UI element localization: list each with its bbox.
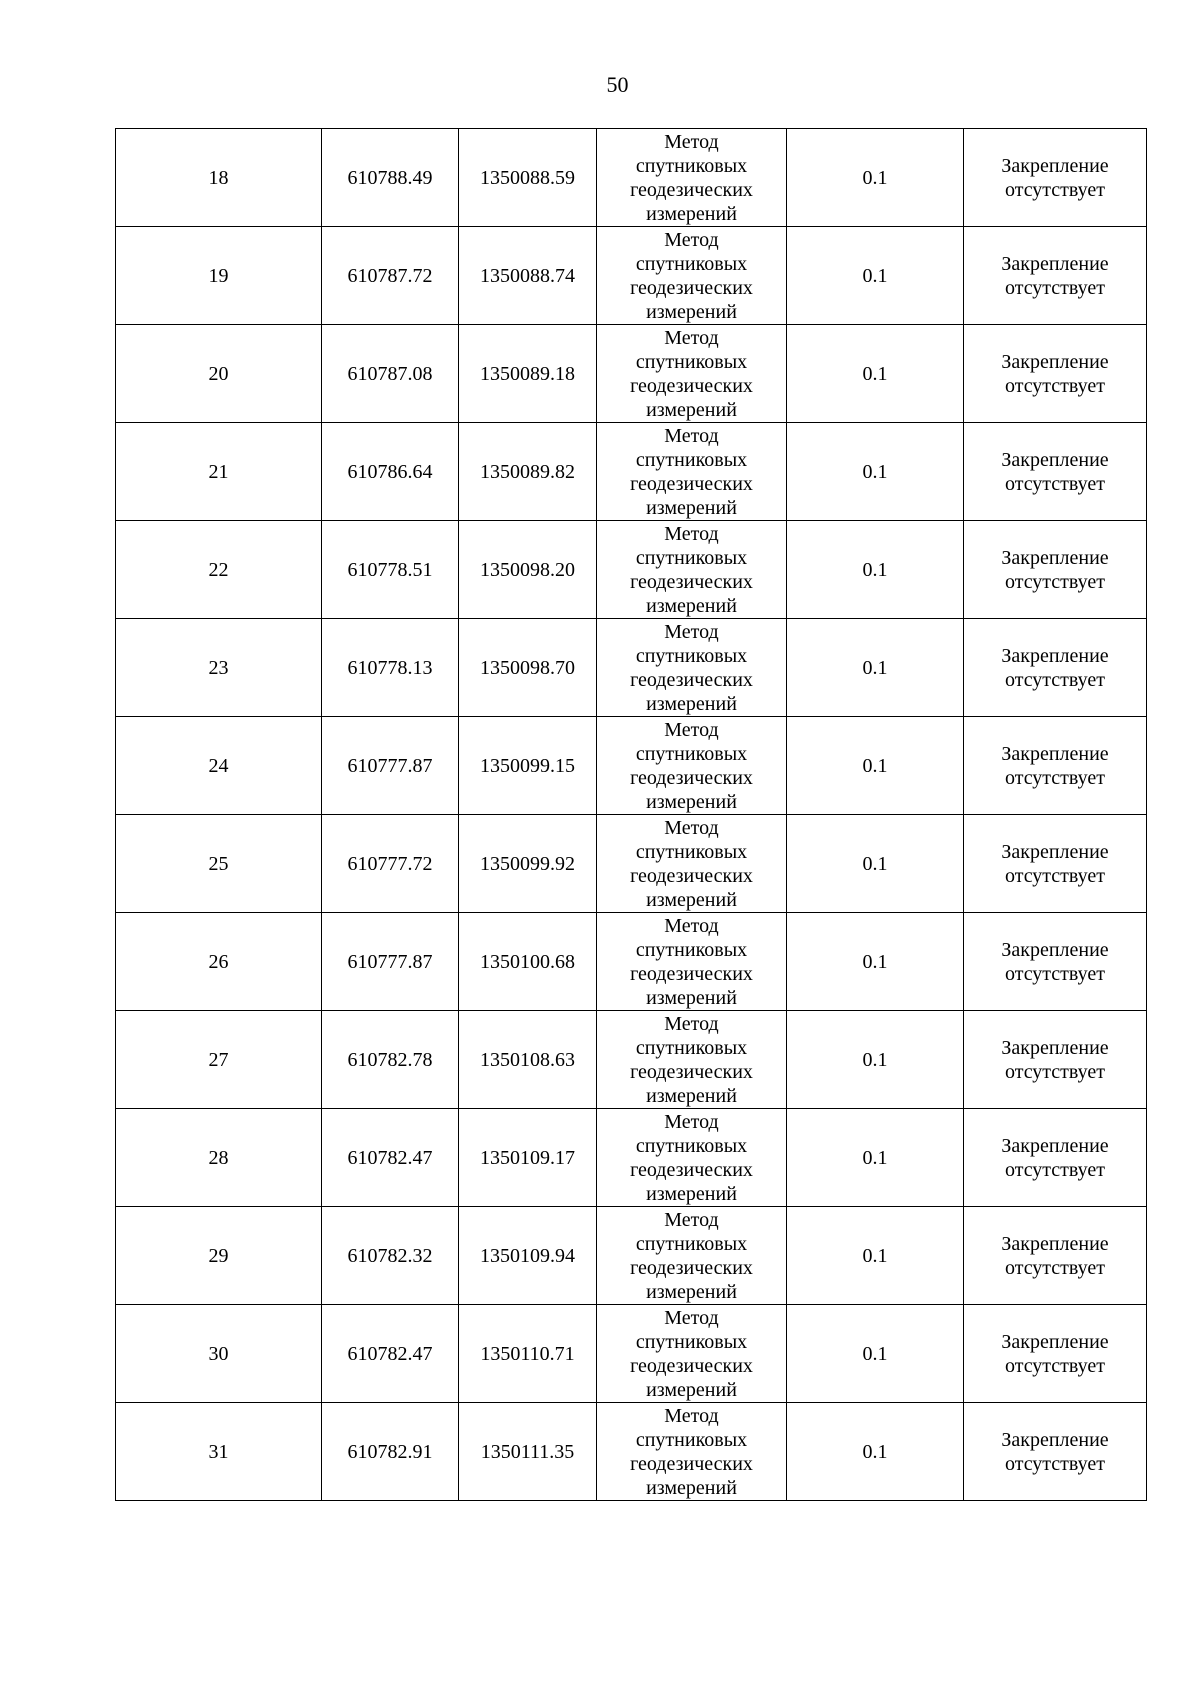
coordinates-table: [115, 128, 1147, 1501]
table-row: [116, 815, 1147, 913]
method-line: измерений: [646, 202, 737, 225]
y-coordinate-cell: 1350100.68: [459, 913, 597, 1011]
fixation-cell: [964, 325, 1147, 423]
fixation-cell: [964, 913, 1147, 1011]
precision-cell: 0.1: [787, 1207, 964, 1305]
fixation-line: отсутствует: [1004, 374, 1106, 397]
table-row: [116, 129, 1147, 227]
y-coordinate-cell: 1350099.15: [459, 717, 597, 815]
method-cell: [597, 619, 787, 717]
y-coordinate-cell: 1350089.82: [459, 423, 597, 521]
precision-cell: 0.1: [787, 717, 964, 815]
method-cell: [597, 913, 787, 1011]
x-coordinate-cell: 610777.87: [322, 717, 459, 815]
precision-cell: 0.1: [787, 129, 964, 227]
method-line: измерений: [646, 1280, 737, 1303]
method-line: спутниковых: [635, 154, 748, 177]
y-coordinate-cell: 1350098.20: [459, 521, 597, 619]
method-line: спутниковых: [635, 1330, 748, 1353]
method-line: спутниковых: [635, 1036, 748, 1059]
fixation-cell: [964, 619, 1147, 717]
method-line: спутниковых: [635, 252, 748, 275]
table-row: [116, 1305, 1147, 1403]
fixation-line: Закрепление: [1001, 1330, 1109, 1353]
fixation-line: отсутствует: [1004, 864, 1106, 887]
fixation-line: Закрепление: [1001, 252, 1109, 275]
method-cell: [597, 1109, 787, 1207]
method-line: Метод: [664, 620, 719, 643]
x-coordinate-cell: 610778.51: [322, 521, 459, 619]
method-line: геодезических: [630, 864, 753, 887]
method-cell: [597, 325, 787, 423]
fixation-cell: [964, 423, 1147, 521]
table-row: [116, 913, 1147, 1011]
method-line: спутниковых: [635, 1134, 748, 1157]
point-number-cell: 20: [116, 325, 322, 423]
method-line: геодезических: [630, 962, 753, 985]
y-coordinate-cell: 1350111.35: [459, 1403, 597, 1501]
fixation-line: отсутствует: [1004, 1060, 1106, 1083]
point-number-cell: 25: [116, 815, 322, 913]
method-line: геодезических: [630, 178, 753, 201]
table-row: [116, 1403, 1147, 1501]
method-line: геодезических: [630, 374, 753, 397]
table-row: [116, 227, 1147, 325]
precision-cell: 0.1: [787, 619, 964, 717]
precision-cell: 0.1: [787, 1109, 964, 1207]
y-coordinate-cell: 1350110.71: [459, 1305, 597, 1403]
fixation-line: Закрепление: [1001, 840, 1109, 863]
method-line: Метод: [664, 816, 719, 839]
fixation-cell: [964, 129, 1147, 227]
y-coordinate-cell: 1350088.74: [459, 227, 597, 325]
method-line: Метод: [664, 1110, 719, 1133]
method-line: спутниковых: [635, 546, 748, 569]
method-cell: [597, 1011, 787, 1109]
fixation-cell: [964, 717, 1147, 815]
method-cell: [597, 717, 787, 815]
method-line: измерений: [646, 594, 737, 617]
y-coordinate-cell: 1350108.63: [459, 1011, 597, 1109]
x-coordinate-cell: 610777.87: [322, 913, 459, 1011]
fixation-cell: [964, 1011, 1147, 1109]
point-number-cell: 22: [116, 521, 322, 619]
table-row: [116, 1207, 1147, 1305]
fixation-cell: [964, 1109, 1147, 1207]
method-line: спутниковых: [635, 448, 748, 471]
method-line: Метод: [664, 1208, 719, 1231]
table-row: [116, 1011, 1147, 1109]
precision-cell: 0.1: [787, 227, 964, 325]
method-line: геодезических: [630, 1354, 753, 1377]
precision-cell: 0.1: [787, 1403, 964, 1501]
point-number-cell: 24: [116, 717, 322, 815]
fixation-line: отсутствует: [1004, 1354, 1106, 1377]
x-coordinate-cell: 610782.47: [322, 1109, 459, 1207]
method-cell: [597, 1403, 787, 1501]
fixation-line: отсутствует: [1004, 962, 1106, 985]
fixation-line: отсутствует: [1004, 766, 1106, 789]
method-cell: [597, 815, 787, 913]
method-line: Метод: [664, 130, 719, 153]
fixation-line: Закрепление: [1001, 546, 1109, 569]
method-line: геодезических: [630, 1256, 753, 1279]
fixation-cell: [964, 521, 1147, 619]
point-number-cell: 23: [116, 619, 322, 717]
method-line: Метод: [664, 326, 719, 349]
method-line: геодезических: [630, 1452, 753, 1475]
precision-cell: 0.1: [787, 521, 964, 619]
fixation-line: Закрепление: [1001, 1232, 1109, 1255]
fixation-line: отсутствует: [1004, 1158, 1106, 1181]
x-coordinate-cell: 610787.72: [322, 227, 459, 325]
x-coordinate-cell: 610787.08: [322, 325, 459, 423]
x-coordinate-cell: 610782.32: [322, 1207, 459, 1305]
method-cell: [597, 521, 787, 619]
method-line: спутниковых: [635, 1428, 748, 1451]
y-coordinate-cell: 1350088.59: [459, 129, 597, 227]
method-line: геодезических: [630, 472, 753, 495]
fixation-cell: [964, 815, 1147, 913]
fixation-line: отсутствует: [1004, 1256, 1106, 1279]
fixation-cell: [964, 1403, 1147, 1501]
method-line: геодезических: [630, 1158, 753, 1181]
fixation-line: Закрепление: [1001, 154, 1109, 177]
point-number-cell: 26: [116, 913, 322, 1011]
fixation-line: Закрепление: [1001, 1428, 1109, 1451]
table-row: [116, 1109, 1147, 1207]
method-line: геодезических: [630, 276, 753, 299]
y-coordinate-cell: 1350099.92: [459, 815, 597, 913]
point-number-cell: 30: [116, 1305, 322, 1403]
y-coordinate-cell: 1350109.17: [459, 1109, 597, 1207]
fixation-line: Закрепление: [1001, 448, 1109, 471]
method-line: Метод: [664, 1404, 719, 1427]
method-line: измерений: [646, 300, 737, 323]
method-cell: [597, 1305, 787, 1403]
method-line: спутниковых: [635, 938, 748, 961]
table-row: [116, 423, 1147, 521]
method-line: геодезических: [630, 766, 753, 789]
precision-cell: 0.1: [787, 423, 964, 521]
method-line: измерений: [646, 986, 737, 1009]
x-coordinate-cell: 610782.91: [322, 1403, 459, 1501]
point-number-cell: 18: [116, 129, 322, 227]
table-row: [116, 619, 1147, 717]
method-line: измерений: [646, 1182, 737, 1205]
precision-cell: 0.1: [787, 815, 964, 913]
method-line: Метод: [664, 522, 719, 545]
x-coordinate-cell: 610782.47: [322, 1305, 459, 1403]
fixation-line: Закрепление: [1001, 1134, 1109, 1157]
table-row: [116, 717, 1147, 815]
method-line: Метод: [664, 228, 719, 251]
method-cell: [597, 129, 787, 227]
method-line: спутниковых: [635, 840, 748, 863]
method-line: спутниковых: [635, 350, 748, 373]
fixation-line: Закрепление: [1001, 350, 1109, 373]
fixation-line: отсутствует: [1004, 472, 1106, 495]
method-line: измерений: [646, 1378, 737, 1401]
point-number-cell: 31: [116, 1403, 322, 1501]
method-line: геодезических: [630, 570, 753, 593]
method-line: геодезических: [630, 1060, 753, 1083]
y-coordinate-cell: 1350098.70: [459, 619, 597, 717]
point-number-cell: 19: [116, 227, 322, 325]
method-cell: [597, 1207, 787, 1305]
x-coordinate-cell: 610782.78: [322, 1011, 459, 1109]
method-line: измерений: [646, 1476, 737, 1499]
fixation-cell: [964, 1305, 1147, 1403]
precision-cell: 0.1: [787, 913, 964, 1011]
method-line: спутниковых: [635, 742, 748, 765]
point-number-cell: 21: [116, 423, 322, 521]
fixation-line: отсутствует: [1004, 178, 1106, 201]
precision-cell: 0.1: [787, 325, 964, 423]
x-coordinate-cell: 610786.64: [322, 423, 459, 521]
method-cell: [597, 423, 787, 521]
method-cell: [597, 227, 787, 325]
method-line: измерений: [646, 398, 737, 421]
fixation-cell: [964, 1207, 1147, 1305]
table-row: [116, 521, 1147, 619]
method-line: Метод: [664, 1306, 719, 1329]
method-line: Метод: [664, 718, 719, 741]
method-line: спутниковых: [635, 1232, 748, 1255]
y-coordinate-cell: 1350089.18: [459, 325, 597, 423]
method-line: измерений: [646, 790, 737, 813]
method-line: измерений: [646, 888, 737, 911]
x-coordinate-cell: 610778.13: [322, 619, 459, 717]
method-line: спутниковых: [635, 644, 748, 667]
x-coordinate-cell: 610777.72: [322, 815, 459, 913]
fixation-cell: [964, 227, 1147, 325]
y-coordinate-cell: 1350109.94: [459, 1207, 597, 1305]
method-line: измерений: [646, 692, 737, 715]
method-line: измерений: [646, 496, 737, 519]
precision-cell: 0.1: [787, 1011, 964, 1109]
method-line: геодезических: [630, 668, 753, 691]
page-number: 50: [606, 72, 629, 97]
table-body: [116, 129, 1147, 1501]
fixation-line: отсутствует: [1004, 570, 1106, 593]
point-number-cell: 29: [116, 1207, 322, 1305]
fixation-line: Закрепление: [1001, 742, 1109, 765]
x-coordinate-cell: 610788.49: [322, 129, 459, 227]
method-line: Метод: [664, 424, 719, 447]
method-line: измерений: [646, 1084, 737, 1107]
table-row: [116, 325, 1147, 423]
fixation-line: Закрепление: [1001, 644, 1109, 667]
method-line: Метод: [664, 914, 719, 937]
fixation-line: отсутствует: [1004, 668, 1106, 691]
point-number-cell: 27: [116, 1011, 322, 1109]
method-line: Метод: [664, 1012, 719, 1035]
point-number-cell: 28: [116, 1109, 322, 1207]
fixation-line: отсутствует: [1004, 1452, 1106, 1475]
fixation-line: отсутствует: [1004, 276, 1106, 299]
precision-cell: 0.1: [787, 1305, 964, 1403]
fixation-line: Закрепление: [1001, 938, 1109, 961]
fixation-line: Закрепление: [1001, 1036, 1109, 1059]
